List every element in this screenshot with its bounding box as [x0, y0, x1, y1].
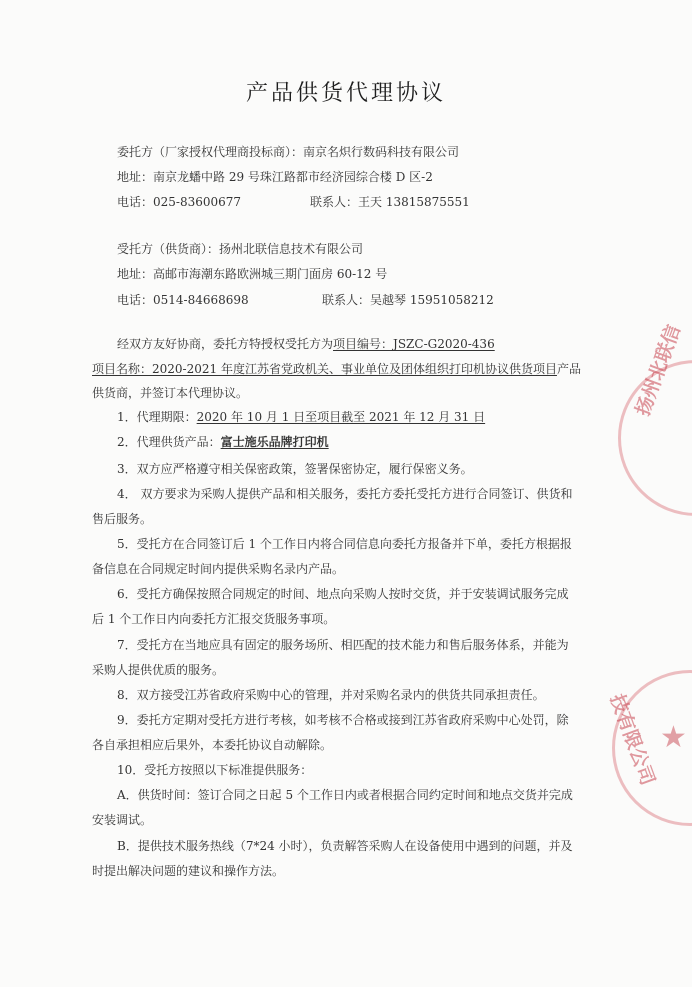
clause-a-line-1: A．供货时间：签订合同之日起 5 个工作日内或者根据合同约定时间和地点交货并完成	[117, 788, 573, 802]
seal-stamp-bottom-text: 技有限公司	[605, 691, 659, 789]
seal-stamp-top-text: 扬州北联信	[631, 322, 685, 419]
party-a-label: 委托方（厂家授权代理商投标商）：	[117, 145, 304, 159]
clause-4-line-2: 售后服务。	[92, 512, 153, 526]
intro-line-3: 供货商，并签订本代理协议。	[92, 386, 249, 400]
clause-9-line-2: 各自承担相应后果外，本委托协议自动解除。	[92, 738, 333, 752]
party-b-contact-label: 联系人：	[322, 293, 371, 307]
intro-text-1: 经双方友好协商，委托方特授权受托方为	[117, 337, 334, 351]
clause-1	[117, 408, 485, 425]
clause-3: 3．双方应严格遵守相关保密政策，签署保密协定，履行保密义务。	[117, 462, 473, 476]
clause-7-line-2: 采购人提供优质的服务。	[92, 663, 225, 677]
party-a-name: 南京名炽行数码科技有限公司	[303, 145, 460, 159]
clause-2-value: 富士施乐品牌打印机	[220, 435, 329, 449]
party-b-contact: 吴越琴 15951058212	[370, 293, 494, 307]
clause-b-line-1: B．提供技术服务热线（7*24 小时），负责解答采购人在设备使用中遇到的问题，并及	[117, 839, 573, 853]
party-b-phone-line	[117, 291, 249, 308]
intro-line-1	[117, 335, 495, 352]
clause-b-line-2: 时提出解决问题的建议和操作方法。	[92, 864, 285, 878]
party-b-address: 高邮市海潮东路欧洲城三期门面房 60-12 号	[153, 267, 388, 281]
party-b-name: 扬州北联信息技术有限公司	[219, 242, 364, 256]
party-a-phone: 025-83600677	[153, 195, 242, 209]
clause-2-label: 2．代理供货产品：	[117, 435, 221, 449]
clause-2	[117, 433, 329, 450]
party-a-line	[117, 143, 459, 160]
clause-9-line-1: 9．委托方定期对受托方进行考核，如考核不合格或接到江苏省政府采购中心处罚，除	[117, 713, 569, 727]
party-a-contact-line	[310, 193, 470, 210]
intro-line-2	[92, 360, 581, 377]
clause-1-value: 2020 年 10 月 1 日至项目截至 2021 年 12 月 31 日	[196, 410, 486, 424]
party-b-address-label: 地址：	[117, 267, 154, 281]
party-a-phone-label: 电话：	[117, 195, 154, 209]
clause-10: 10．受托方按照以下标准提供服务：	[117, 763, 313, 777]
party-b-address-line	[117, 265, 387, 282]
clause-8: 8．双方接受江苏省政府采购中心的管理，并对采购名录内的供货共同承担责任。	[117, 688, 545, 702]
clause-4-line-1: 4． 双方要求为采购人提供产品和相关服务，委托方委托受托方进行合同签订、供货和	[117, 487, 573, 501]
party-a-address-label: 地址：	[117, 170, 154, 184]
party-b-phone: 0514-84668698	[153, 293, 249, 307]
clause-6-line-2: 后 1 个工作日内向委托方汇报交货服务事项。	[92, 612, 336, 626]
party-b-contact-line	[322, 291, 494, 308]
clause-1-label: 1．代理期限：	[117, 410, 197, 424]
clause-5-line-2: 备信息在合同规定时间内提供采购名录内产品。	[92, 562, 345, 576]
party-b-line	[117, 240, 363, 257]
project-number: 项目编号：JSZC-G2020-436	[333, 337, 495, 351]
party-a-contact-label: 联系人：	[310, 195, 359, 209]
party-b-label: 受托方（供货商）：	[117, 242, 220, 256]
party-a-address-line	[117, 168, 433, 185]
party-a-contact: 王天 13815875551	[358, 195, 470, 209]
party-a-phone-line	[117, 193, 241, 210]
clause-5-line-1: 5．受托方在合同签订后 1 个工作日内将合同信息向委托方报备并下单，委托方根据报	[117, 537, 572, 551]
party-a-address: 南京龙蟠中路 29 号珠江路都市经济园综合楼 D 区-2	[153, 170, 433, 184]
seal-star-icon: ★	[660, 720, 687, 755]
project-name: 项目名称：2020-2021 年度江苏省党政机关、事业单位及团体组织打印机协议供货项目	[92, 362, 557, 376]
clause-6-line-1: 6．受托方确保按照合同规定的时间、地点向采购人按时交货，并于安装调试服务完成	[117, 587, 569, 601]
clause-7-line-1: 7．受托方在当地应具有固定的服务场所、相匹配的技术能力和售后服务体系，并能为	[117, 638, 569, 652]
party-b-phone-label: 电话：	[117, 293, 154, 307]
page-title: 产品供货代理协议	[245, 81, 446, 106]
clause-a-line-2: 安装调试。	[92, 813, 153, 827]
intro-text-2: 产品	[556, 362, 581, 376]
